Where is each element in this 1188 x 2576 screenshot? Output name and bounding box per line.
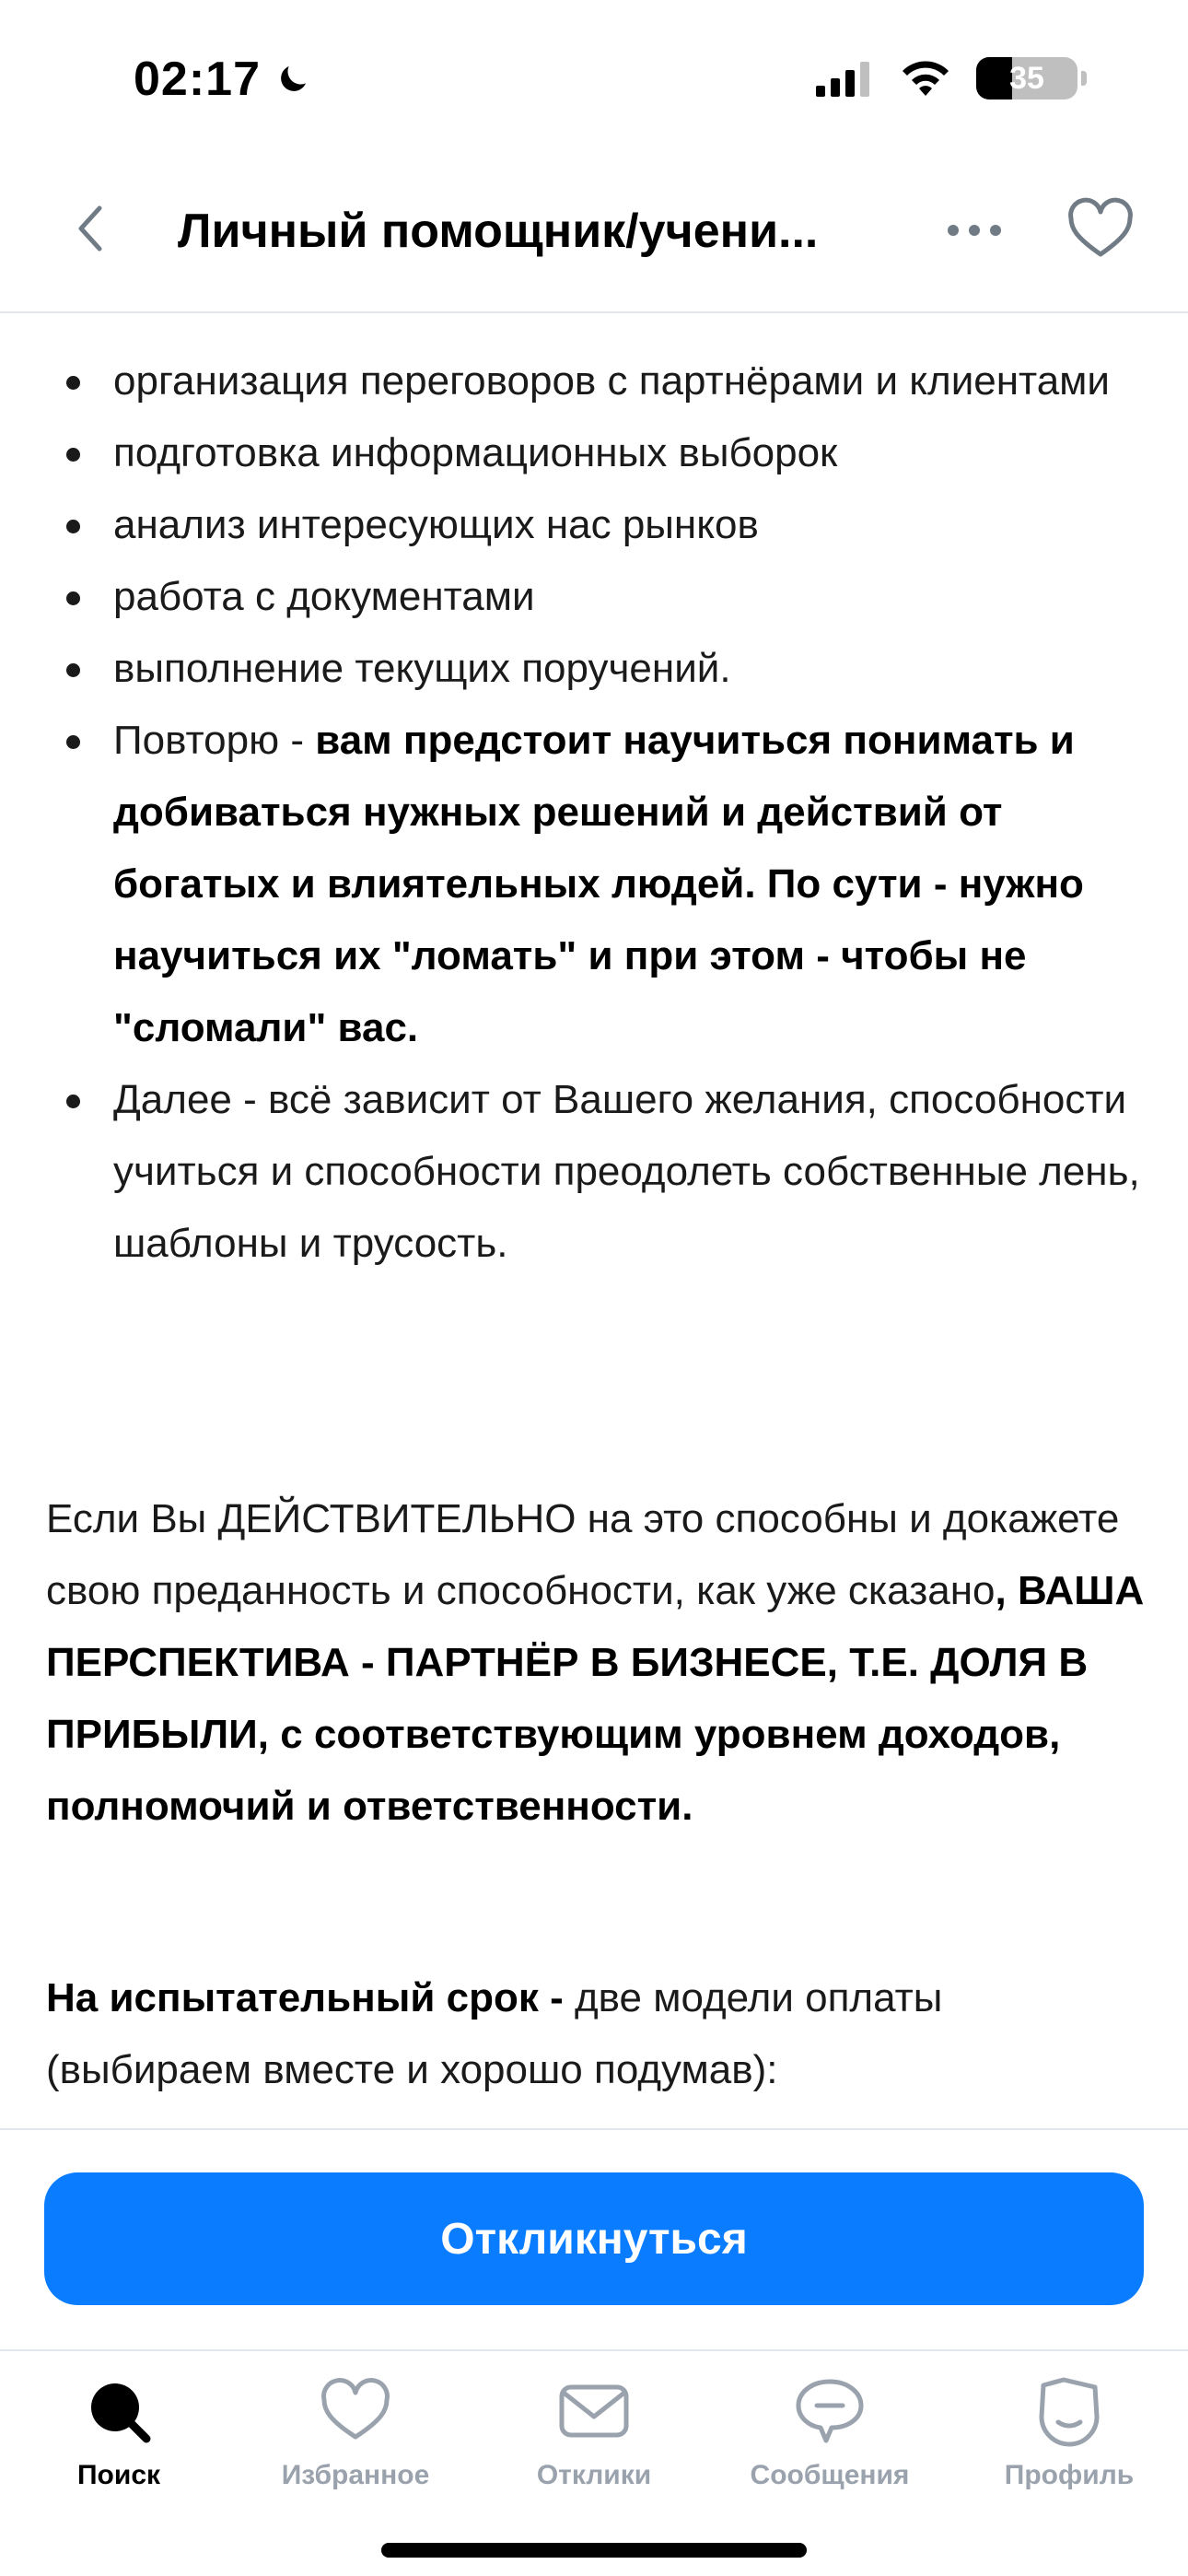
battery-level-text: 35 — [1009, 60, 1044, 96]
action-area — [0, 2128, 1188, 2349]
status-time — [134, 52, 312, 107]
status-bar — [0, 0, 1188, 157]
chevron-left-icon — [76, 205, 103, 252]
heart-icon — [1067, 201, 1134, 258]
status-indicators — [816, 57, 1087, 100]
list-item-text: анализ интересующих нас рынков — [113, 502, 759, 547]
more-options-button[interactable] — [938, 193, 1011, 267]
list-item-text: Далее - всё зависит от Вашего желания, способности учиться и способности преодолеть собственные лень, шаблоны и трусость. — [113, 1077, 1140, 1266]
tab-label: Отклики — [536, 2460, 652, 2490]
wifi-icon — [899, 59, 952, 98]
tab-responses[interactable] — [488, 2370, 700, 2491]
mail-icon — [558, 2383, 630, 2439]
probation-paragraph — [46, 1962, 1151, 2106]
list-item — [46, 633, 1151, 705]
page-title: Личный помощник/учени... — [178, 205, 819, 258]
battery-tip — [1081, 71, 1087, 86]
duties-list — [46, 345, 1151, 1280]
battery-fill — [976, 57, 1012, 100]
list-item — [46, 345, 1151, 417]
list-item-text: организация переговоров с партнёрами и клиентами — [113, 358, 1110, 404]
list-item-text: выполнение текущих поручений. — [113, 646, 731, 691]
respond-button[interactable]: Откликнуться — [44, 2172, 1144, 2305]
tab-label: Профиль — [1004, 2460, 1135, 2490]
perspective-paragraph — [46, 1483, 1151, 1843]
nav-header — [0, 157, 1188, 313]
tab-profile[interactable] — [963, 2370, 1175, 2491]
list-item — [46, 705, 1151, 1064]
heart-icon — [320, 2382, 390, 2441]
favorite-button[interactable] — [1059, 188, 1142, 271]
profile-icon — [1036, 2376, 1102, 2446]
list-item-text: подготовка информационных выборок — [113, 430, 838, 475]
list-item — [46, 1064, 1151, 1280]
paragraph-text: Если Вы ДЕЙСТВИТЕЛЬНО на это способны и докажете свою преданность и способности, как уже сказано — [46, 1496, 1120, 1613]
paragraph-bold: , ВАША ПЕРСПЕКТИВА - ПАРТНЁР В БИЗНЕСЕ, Т.Е. ДОЛЯ В ПРИБЫЛИ, с соответствующим уровнем доходов, полномочий и ответственности. — [46, 1568, 1145, 1829]
tab-messages[interactable] — [724, 2370, 936, 2491]
more-dots-icon — [947, 224, 1002, 237]
list-item-prefix: Повторю - — [113, 718, 316, 763]
home-indicator — [381, 2543, 807, 2558]
clock-text: 02:17 — [134, 53, 261, 106]
battery-indicator — [976, 57, 1077, 100]
list-item-text: работа с документами — [113, 574, 535, 619]
tab-label: Избранное — [281, 2460, 430, 2490]
tab-favorites[interactable] — [250, 2370, 461, 2491]
list-item-bold: вам предстоит научиться понимать и добиваться нужных решений и действий от богатых и влиятельных людей. По сути - нужно научиться их "ломать" и при этом - чтобы не "сломали" вас. — [113, 718, 1084, 1050]
back-button[interactable] — [57, 182, 122, 275]
vacancy-description — [0, 313, 1188, 2128]
list-item — [46, 417, 1151, 489]
tab-search[interactable] — [13, 2370, 225, 2491]
chat-icon — [795, 2378, 865, 2444]
search-icon — [86, 2378, 152, 2444]
paragraph-bold: На испытательный срок - — [46, 1975, 575, 2020]
paragraph-text: две модели оплаты (выбираем вместе и хорошо подумав): — [46, 1975, 943, 2092]
tab-label: Поиск — [76, 2460, 161, 2490]
list-item — [46, 561, 1151, 633]
signal-icon — [816, 60, 875, 97]
moon-icon — [274, 60, 312, 99]
list-item — [46, 489, 1151, 561]
tab-label: Сообщения — [750, 2460, 910, 2490]
